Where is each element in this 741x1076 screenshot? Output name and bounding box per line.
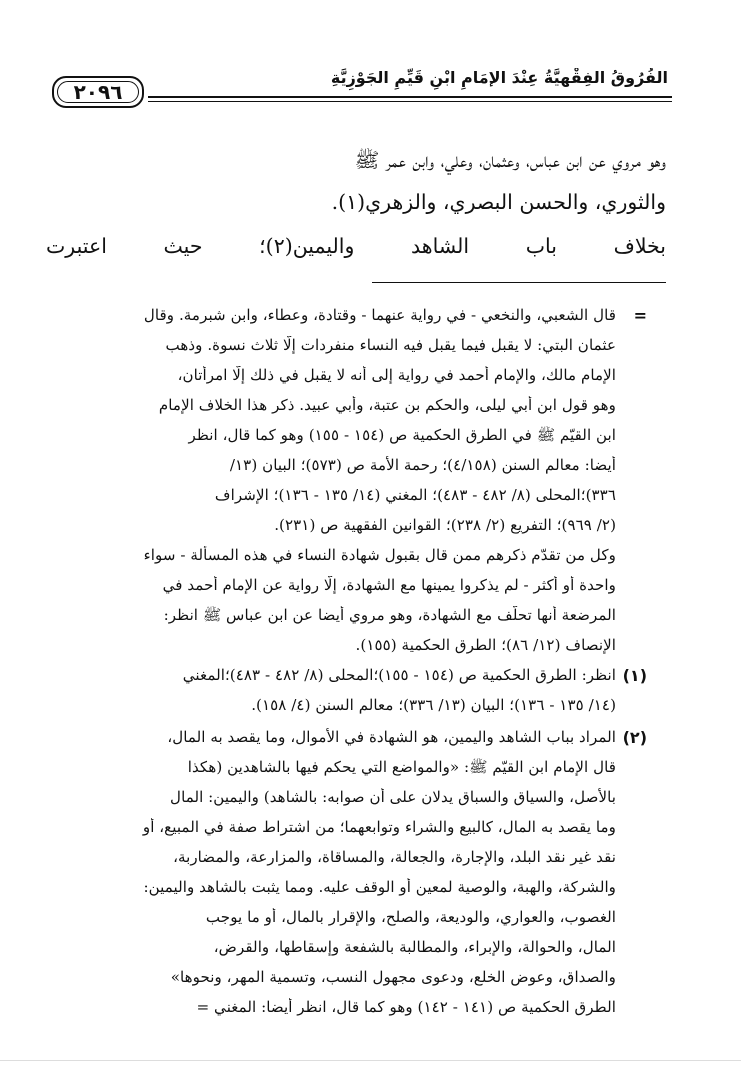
footnote-cont-line: ٣٣٦)؛المحلى (٨/ ٤٨٢ - ٤٨٣)؛ المغني (١٤/ ١٣٥ - ١٣٦)؛ الإشراف [214,486,616,504]
footnote-2-line: والشركة، والهبة، والوصية لمعين أو الوقف عليه. ومما يثبت بالشاهد واليمين: [143,878,616,896]
footnote-2-line: الطرق الحكمية ص (١٤١ - ١٤٢) وهو كما قال، انظر أيضا: المغني = [196,998,616,1016]
continuation-marker: = [633,306,647,325]
body-line-1: وهو مروي عن ابن عباس، وعثمان، وعلي، وابن عمر ﷺ [354,148,666,172]
footnote-cont-line: أيضا: معالم السنن (٤/١٥٨)؛ رحمة الأمة ص (٥٧٣)؛ البيان (١٣/ [229,456,616,474]
footnote-1-line: انظر: الطرق الحكمية ص (١٥٤ - ١٥٥)؛المحلى (٨/ ٤٨٢ - ٤٨٣)؛المغني [182,666,616,684]
footnote-2-line: وما يقصد به المال، كالبيع والشراء وتوابعهما؛ من اشتراط صفة في المبيع، أو [142,818,616,836]
footnote-2-line: والصداق، وعوض الخلع، ودعوى مجهول النسب، وتسمية المهر، ونحوها» [170,968,616,986]
footnote-cont-line: وكل من تقدّم ذكرهم ممن قال بقبول شهادة النساء في هذه المسألة - سواء [143,546,616,564]
header-rule-thin [148,101,672,102]
header-rule [148,96,672,98]
footnote-cont-line: واحدة أو أكثر - لم يذكروا يمينها مع الشهادة، إلّا رواية عن الإمام أحمد في [162,576,616,594]
footnote-2-line: نقد غير نقد البلد، والإجارة، والجعالة، والمساقاة، والمزارعة، والمضاربة، [173,848,616,866]
footnote-2-marker: (٢) [622,728,647,747]
footnote-separator [372,282,666,283]
footnote-2-line: قال الإمام ابن القيّم ﷺ: «والمواضع التي يحكم فيها بالشاهدين (هكذا [187,758,616,776]
footnote-cont-line: وهو قول ابن أبي ليلى، والحكم بن عتبة، وأبي عبيد. ذكر هذا الخلاف الإمام [158,396,616,414]
book-title: الفُرُوقُ الفِقْهيَّةُ عِنْدَ الإمَامِ ابْنِ قَيِّمِ الجَوْزِيَّةِ [330,68,668,87]
footnote-cont-line: الإنصاف (١٢/ ٨٦)؛ الطرق الحكمية (١٥٥). [355,636,616,654]
footnote-cont-line: المرضعة أنها تحلّف مع الشهادة، وهو مروي أيضا عن ابن عباس ﷺ انظر: [163,606,616,624]
footnote-2-line: المراد بباب الشاهد واليمين، هو الشهادة في الأموال، وما يقصد به المال، [167,728,616,746]
footnote-2-line: المال، والحوالة، والإبراء، والمطالبة بالشفعة وإسقاطها، والقرض، [213,938,616,956]
scan-edge [0,1060,741,1061]
page-number: ٢٠٩٦ [73,80,123,104]
running-header [44,66,672,110]
footnote-2-line: بالأصل، والسياق والسباق يدلان على أن صوابه: بالشاهد) واليمين: المال [170,788,616,806]
footnote-2-line: الغصوب، والعواري، والوديعة، والصلح، والإقرار بالمال، أو ما يوجب [205,908,616,926]
footnote-1-line: (١٤/ ١٣٥ - ١٣٦)؛ البيان (١٣/ ٣٣٦)؛ معالم السنن (٤/ ١٥٨). [251,696,616,714]
page-number-frame [52,76,144,108]
footnote-cont-line: عثمان البتي: لا يقبل فيما يقبل فيه النساء منفردات إلّا ثلاث نسوة. وذهب [165,336,616,354]
footnote-cont-line: قال الشعبي، والنخعي - في رواية عنهما - وقتادة، وعطاء، وابن شبرمة. وقال [143,306,616,324]
body-line-3: بخلاف باب الشاهد واليمين(٢)؛ حيث اعتبرت [46,234,666,258]
footnote-1-marker: (١) [622,666,647,685]
footnote-cont-line: (٢/ ٩٦٩)؛ التفريع (٢/ ٢٣٨)؛ القوانين الفقهية ص (٢٣١). [274,516,616,534]
footnote-cont-line: ابن القيّم ﷺ في الطرق الحكمية ص (١٥٤ - ١٥٥) وهو كما قال، انظر [188,426,616,444]
body-line-2: والثوري، والحسن البصري، والزهري(١). [331,190,666,214]
footnote-cont-line: الإمام مالك، والإمام أحمد في رواية إلى أنه لا يقبل في ذلك إلّا امرأتان، [177,366,616,384]
